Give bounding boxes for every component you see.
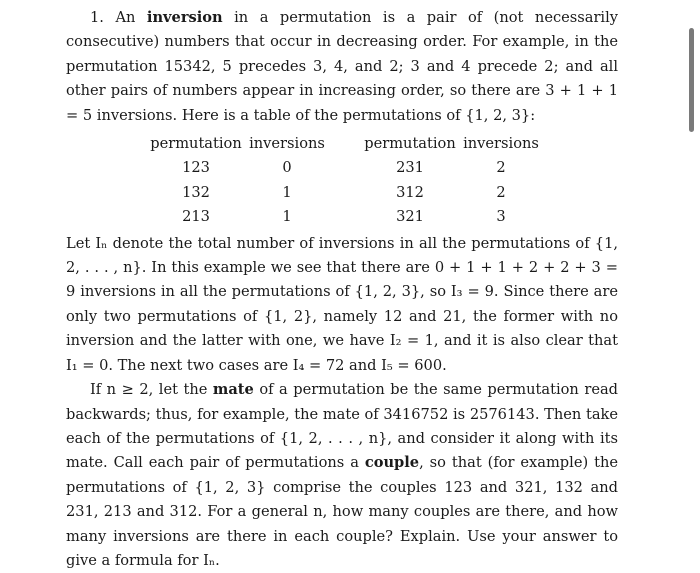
- permutation-table: [146, 132, 542, 230]
- table-cell: 213: [182, 208, 210, 226]
- header-permutation-1: permutation: [150, 135, 242, 153]
- table-cell: 1: [282, 183, 292, 201]
- table-cell: 231: [396, 159, 424, 177]
- table-cell: 123: [182, 159, 210, 177]
- table-cell: 321: [396, 208, 424, 226]
- table-row: [146, 205, 542, 229]
- vertical-scrollbar[interactable]: [689, 28, 694, 132]
- definition-paragraph: [66, 232, 618, 378]
- header-inversions-1: inversions: [249, 135, 325, 153]
- table-cell: 1: [282, 208, 292, 226]
- term-mate: mate: [212, 381, 254, 399]
- table-cell: 132: [182, 183, 210, 201]
- problem-text: [66, 6, 618, 573]
- table-cell: 3: [496, 208, 506, 226]
- intro-text-1: An: [115, 9, 147, 26]
- table-row: [146, 156, 542, 180]
- table-header-row: [146, 132, 542, 156]
- table-cell: 2: [496, 159, 506, 177]
- intro-text-2: in a permutation is a pair of (not necessarily consecutive) numbers that occur in decreasing order. For example, in the permutation 15342, 5 precedes 3, 4, and 2; 3 and 4 precede 2; and all other pairs of numbers appear in increasing order, so there are 3 + 1 + 1 = 5 inversions. Here is a table of the permutations of {1, 2, 3}:: [66, 9, 618, 124]
- para-3-text-3: , so that (for example) the permutations of {1, 2, 3} comprise the couples 123 and 321, 132 and 231, 213 and 312. For a general n, how many couples are there, and how many inversions are there in each couple? Explain. Use your answer to give a formula for Iₙ.: [66, 454, 618, 569]
- term-inversion: inversion: [146, 9, 223, 26]
- table-cell: 0: [282, 159, 292, 177]
- para-3-text-2: of a permutation be the same permutation read backwards; thus, for example, the mate of 3416752 is 2576143. Then take each of the permutations of {1, 2, . . . , n}, and consider it along with its mate. Call each pair of permutations a: [66, 381, 618, 472]
- mate-paragraph: [66, 378, 618, 573]
- term-couple: couple: [364, 454, 420, 472]
- table-cell: 2: [496, 183, 506, 201]
- header-inversions-2: inversions: [463, 135, 539, 153]
- intro-paragraph: [66, 6, 618, 128]
- para-3-text-1: If n ≥ 2, let the: [90, 381, 213, 399]
- para-2-text: Let Iₙ denote the total number of inversions in all the permutations of {1, 2, . . . , n}. In this example we see that there are 0 + 1 + 1 + 2 + 2 + 3 = 9 inversions in all the permutations of {1, 2, 3}, so I₃ = 9. Since there are only two permutations of {1, 2}, namely 12 and 21, the former with no inversion and the latter with one, we have I₂ = 1, and it is also clear that I₁ = 0. The next two cases are I₄ = 72 and I₅ = 600.: [66, 234, 618, 374]
- table-row: [146, 181, 542, 205]
- table-cell: 312: [396, 183, 424, 201]
- problem-number: 1.: [90, 9, 104, 26]
- header-permutation-2: permutation: [364, 135, 456, 153]
